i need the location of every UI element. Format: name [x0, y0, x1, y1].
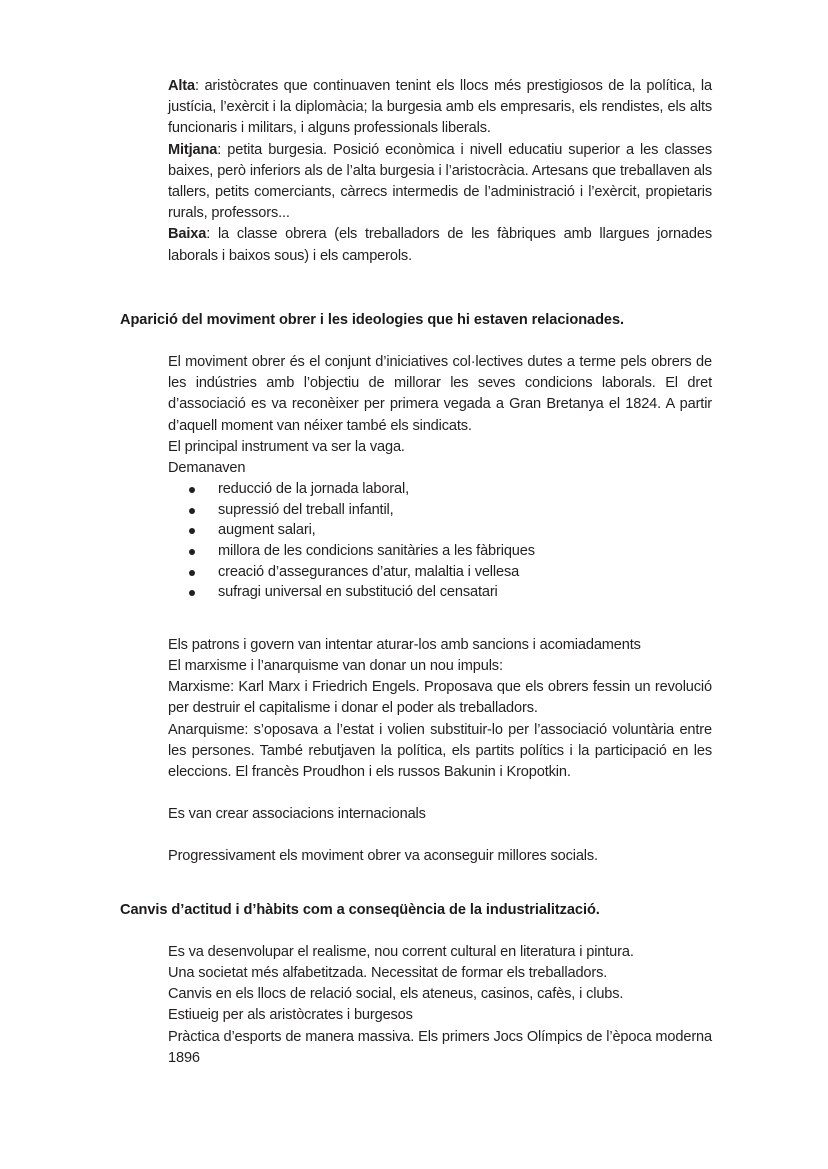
social-class-baixa-label: Baixa: [168, 226, 207, 243]
bullet-icon: [189, 528, 195, 534]
spacer: [120, 603, 712, 635]
attitude-change-sports: Pràctica d’esports de manera massiva. Els primers Jocs Olímpics de l’època moderna 1896: [168, 1028, 712, 1066]
social-class-baixa-text: : la classe obrera (els treballadors de les fàbriques amb llargues jornades laborals i baixos sous) i els camperols.: [168, 226, 712, 264]
list-item: [189, 520, 709, 541]
bullet-icon: [189, 508, 195, 514]
social-class-mitjana: [168, 140, 712, 225]
labour-movement-block: [168, 352, 712, 479]
social-class-mitjana-label: Mitjana: [168, 141, 218, 158]
ideologies-block: [168, 635, 712, 868]
marxism-paragraph: Marxisme: Karl Marx i Friedrich Engels. Proposava que els obrers fessin un revolució per destruir el capitalisme i donar el poder als treballadors.: [168, 679, 712, 717]
attitude-changes-block: [168, 942, 712, 1069]
list-item: [189, 541, 709, 562]
labour-movement-intro: El moviment obrer és el conjunt d’iniciatives col·lectives dutes a terme pels obrers de les indústries amb l’objectiu de millorar les seves condicions laborals. El dret d’associació es va reconèixer per primera vegada a Gran Bretanya el 1824. A partir d’aquell moment van néixer també els sindicats.: [168, 354, 712, 434]
spacer: [120, 868, 712, 900]
list-item: [189, 582, 709, 603]
spacer: [168, 825, 712, 846]
bullet-icon: [189, 487, 195, 493]
bullet-icon: [189, 590, 195, 596]
section-heading-labour-movement: Aparició del moviment obrer i les ideologies que hi estaven relacionades.: [120, 311, 624, 328]
list-item-label: supressió del treball infantil,: [218, 501, 394, 518]
bullet-icon: [189, 549, 195, 555]
section-heading-attitude-changes: Canvis d’actitud i d’hàbits com a conseqüència de la industrialització.: [120, 901, 600, 918]
spacer: [168, 783, 712, 804]
labour-movement-main-instrument: El principal instrument va ser la vaga.: [168, 438, 405, 455]
spacer: [120, 331, 712, 352]
list-item-label: augment salari,: [218, 522, 316, 539]
labour-movement-demands-label: Demanaven: [168, 460, 246, 477]
ideologies-intro: El marxisme i l’anarquisme van donar un nou impuls:: [168, 658, 503, 675]
outcome-paragraph: Progressivament els moviment obrer va aconseguir millores socials.: [168, 848, 598, 865]
spacer: [120, 267, 712, 310]
attitude-change-line: Estiueig per als aristòcrates i burgesos: [168, 1007, 413, 1024]
spacer: [120, 921, 712, 942]
attitude-change-line: Es va desenvolupar el realisme, nou corrent cultural en literatura i pintura.: [168, 943, 634, 960]
list-item-label: creació d’assegurances d’atur, malaltia i vellesa: [218, 563, 520, 580]
list-item-label: millora de les condicions sanitàries a les fàbriques: [218, 543, 535, 560]
employer-response: Els patrons i govern van intentar aturar-los amb sancions i acomiadaments: [168, 636, 641, 653]
social-class-alta: [168, 76, 712, 140]
anarchism-paragraph: Anarquisme: s’oposava a l’estat i volien substituir-lo per l’associació voluntària entre les persones. També rebutjaven la política, els partits polítics i la participació en les eleccions. El francès Proudhon i els russos Bakunin i Kropotkin.: [168, 721, 712, 781]
attitude-change-line: Canvis en els llocs de relació social, els ateneus, casinos, cafès, i clubs.: [168, 986, 624, 1003]
social-classes-block: [168, 76, 712, 267]
social-class-alta-label: Alta: [168, 78, 195, 94]
demands-list: [189, 479, 709, 603]
attitude-change-line: Una societat més alfabetitzada. Necessitat de formar els treballadors.: [168, 965, 608, 982]
list-item-label: sufragi universal en substitució del censatari: [218, 584, 498, 601]
social-class-mitjana-text: : petita burgesia. Posició econòmica i nivell educatiu superior a les classes baixes, però inferiors als de l’alta burgesia i l’aristocràcia. Artesans que treballaven als tallers, petits comerciants, càrrecs intermedis de l’administració i l’exèrcit, propietaris rurals, professors...: [168, 141, 712, 222]
internationals-paragraph: Es van crear associacions internacionals: [168, 806, 426, 823]
social-class-alta-text: : aristòcrates que continuaven tenint els llocs més prestigiosos de la política, la justícia, l’exèrcit i la diplomàcia; la burgesia amb els empresaris, els rendistes, els alts funcionaris i militars, i alguns professionals liberals.: [168, 78, 712, 137]
document-content: [120, 76, 712, 1069]
bullet-icon: [189, 570, 195, 576]
social-class-baixa: [168, 224, 712, 266]
list-item-label: reducció de la jornada laboral,: [218, 481, 409, 498]
list-item: [189, 479, 709, 500]
list-item: [189, 562, 709, 583]
list-item: [189, 500, 709, 521]
